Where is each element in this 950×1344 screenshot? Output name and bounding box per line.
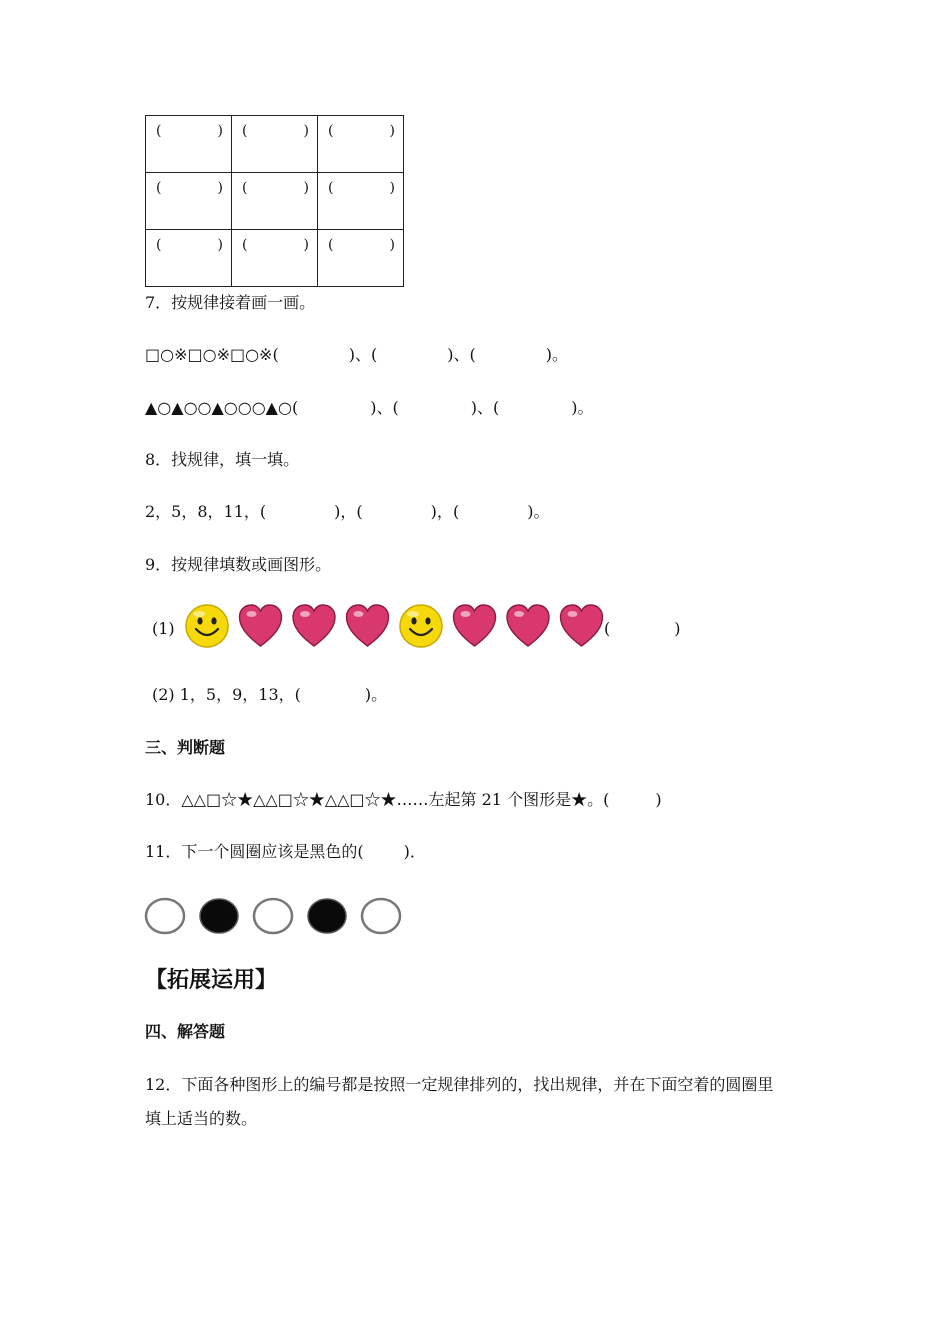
grid-cell[interactable]: ( ): [318, 230, 404, 287]
q7-title: 7．按规律接着画一画。: [145, 293, 316, 312]
q9-p2: (2) 1，5，9，13，( )。: [152, 685, 388, 704]
grid-cell[interactable]: ( ): [232, 173, 318, 230]
q7-seq1: □○※□○※□○※: [145, 345, 273, 364]
q10-text: 10．△△□☆★△△□☆★△△□☆★……左起第 21 个图形是★。: [145, 790, 604, 809]
q8-title: 8．找规律，填一填。: [145, 450, 300, 469]
grid-cell[interactable]: ( ): [146, 173, 232, 230]
smiley-icon: [400, 605, 442, 647]
white-circle: [146, 899, 184, 933]
section-3-heading: 三、判断题: [145, 738, 226, 757]
grid-cell[interactable]: ( ): [232, 116, 318, 173]
pattern-svg: [184, 602, 604, 650]
q8-line: 2，5，8，11，( )，( )，( )。: [145, 502, 550, 521]
q12-line1: 12．下面各种图形上的编号都是按照一定规律排列的，找出规律，并在下面空着的圆圈里: [145, 1075, 774, 1094]
grid-cell[interactable]: ( ): [318, 116, 404, 173]
heart-icon: [507, 605, 549, 646]
grid-cell[interactable]: ( ): [232, 230, 318, 287]
white-circle: [254, 899, 292, 933]
grid-cell[interactable]: ( ): [146, 230, 232, 287]
heart-icon: [561, 605, 603, 646]
black-circle: [200, 899, 238, 933]
white-circle: [362, 899, 400, 933]
q11-text: 11．下一个圆圈应该是黑色的: [145, 842, 358, 861]
heart-icon: [240, 605, 282, 646]
circles-svg: [144, 895, 409, 937]
grid-cell[interactable]: ( ): [318, 173, 404, 230]
q7-line2: ▲○▲○○▲○○○▲○( )、( )、( )。: [145, 398, 594, 417]
q7-line1: □○※□○※□○※( )、( )、( )。: [145, 345, 568, 364]
extension-heading: 【拓展运用】: [145, 968, 278, 993]
black-circle: [308, 899, 346, 933]
q10: 10．△△□☆★△△□☆★△△□☆★……左起第 21 个图形是★。( ): [145, 790, 662, 809]
q9-pattern-row: [184, 602, 604, 650]
answer-grid: [145, 115, 404, 287]
grid-cell[interactable]: ( ): [146, 116, 232, 173]
q9-p1-label: (1): [152, 619, 175, 638]
q12-line2: 填上适当的数。: [145, 1109, 258, 1128]
heart-icon: [347, 605, 389, 646]
q9-title: 9．按规律填数或画图形。: [145, 555, 332, 574]
q8-seq: 2，5，8，11，: [145, 502, 260, 521]
q11-circle-row: [144, 895, 409, 937]
smiley-icon: [186, 605, 228, 647]
q9-p1-answer: ( ): [604, 619, 681, 638]
heart-icon: [454, 605, 496, 646]
q11: 11．下一个圆圈应该是黑色的( )．: [145, 842, 426, 861]
section-4-heading: 四、解答题: [145, 1022, 226, 1041]
heart-icon: [293, 605, 335, 646]
q7-seq2: ▲○▲○○▲○○○▲○: [145, 398, 292, 417]
q9-p2-seq: (2) 1，5，9，13，: [152, 685, 295, 704]
